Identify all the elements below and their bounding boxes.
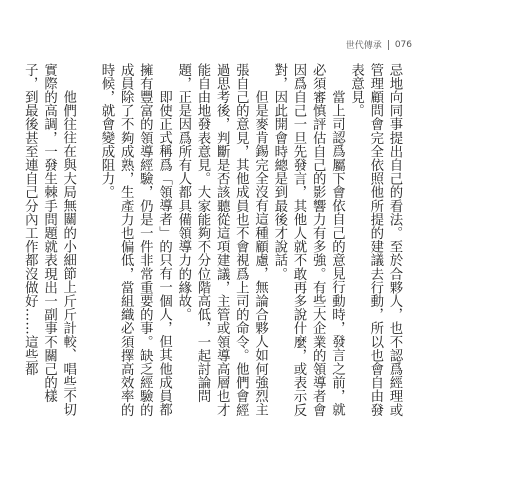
chapter-title: 世代傳承 <box>345 41 382 51</box>
paragraph: 當上司認爲屬下會依自己的意見行動時，發言之前，就必須審慎評估自己的影響力有多強。有些大企業的領導者會因爲自己一旦先發言，其他人就不敢再多說什麼，或表示反對，因此開會時總是到最後才說話。 <box>271 63 345 417</box>
page-header <box>346 38 412 51</box>
paragraph: 但是麥肯錫完全沒有這種顧慮，無論合夥人如何強烈主張自己的意見，其他成員也不會視爲上司的命令。他們會經過思考後，判斷是否該聽從這項建議，主管或領導高層也才能自由地發表意見。大家能夠不分位階高低，一起討論問題，正是因爲所有人都具備領導力的緣故。 <box>175 63 268 417</box>
paragraph: 他們往往在與大局無關的小細節上斤斤計較、唱些不切實際的高調，一發生棘手問題就表現出一副事不關己的樣子，到最後甚至連自己分內工作都沒做好……這些都 <box>22 63 76 417</box>
page-number: 076 <box>394 39 412 50</box>
paragraph: 即使正式稱爲「領導者」的只有一個人，但其他成員都擁有豐富的領導經驗，仍是一件非常重要的事。缺乏經驗的成員除了不夠成熟，生產力也偏低，當組織必須擇高效率的時候，就會變成阻力。 <box>98 63 172 417</box>
header-divider <box>388 40 389 50</box>
paragraph-continuation: 忌地向同事提出自己的看法。至於合夥人，也不認爲經理或管理顧問會完全依照他所提的建議去行動，所以也會自由發表意見。 <box>348 63 402 417</box>
page-body <box>22 63 404 423</box>
